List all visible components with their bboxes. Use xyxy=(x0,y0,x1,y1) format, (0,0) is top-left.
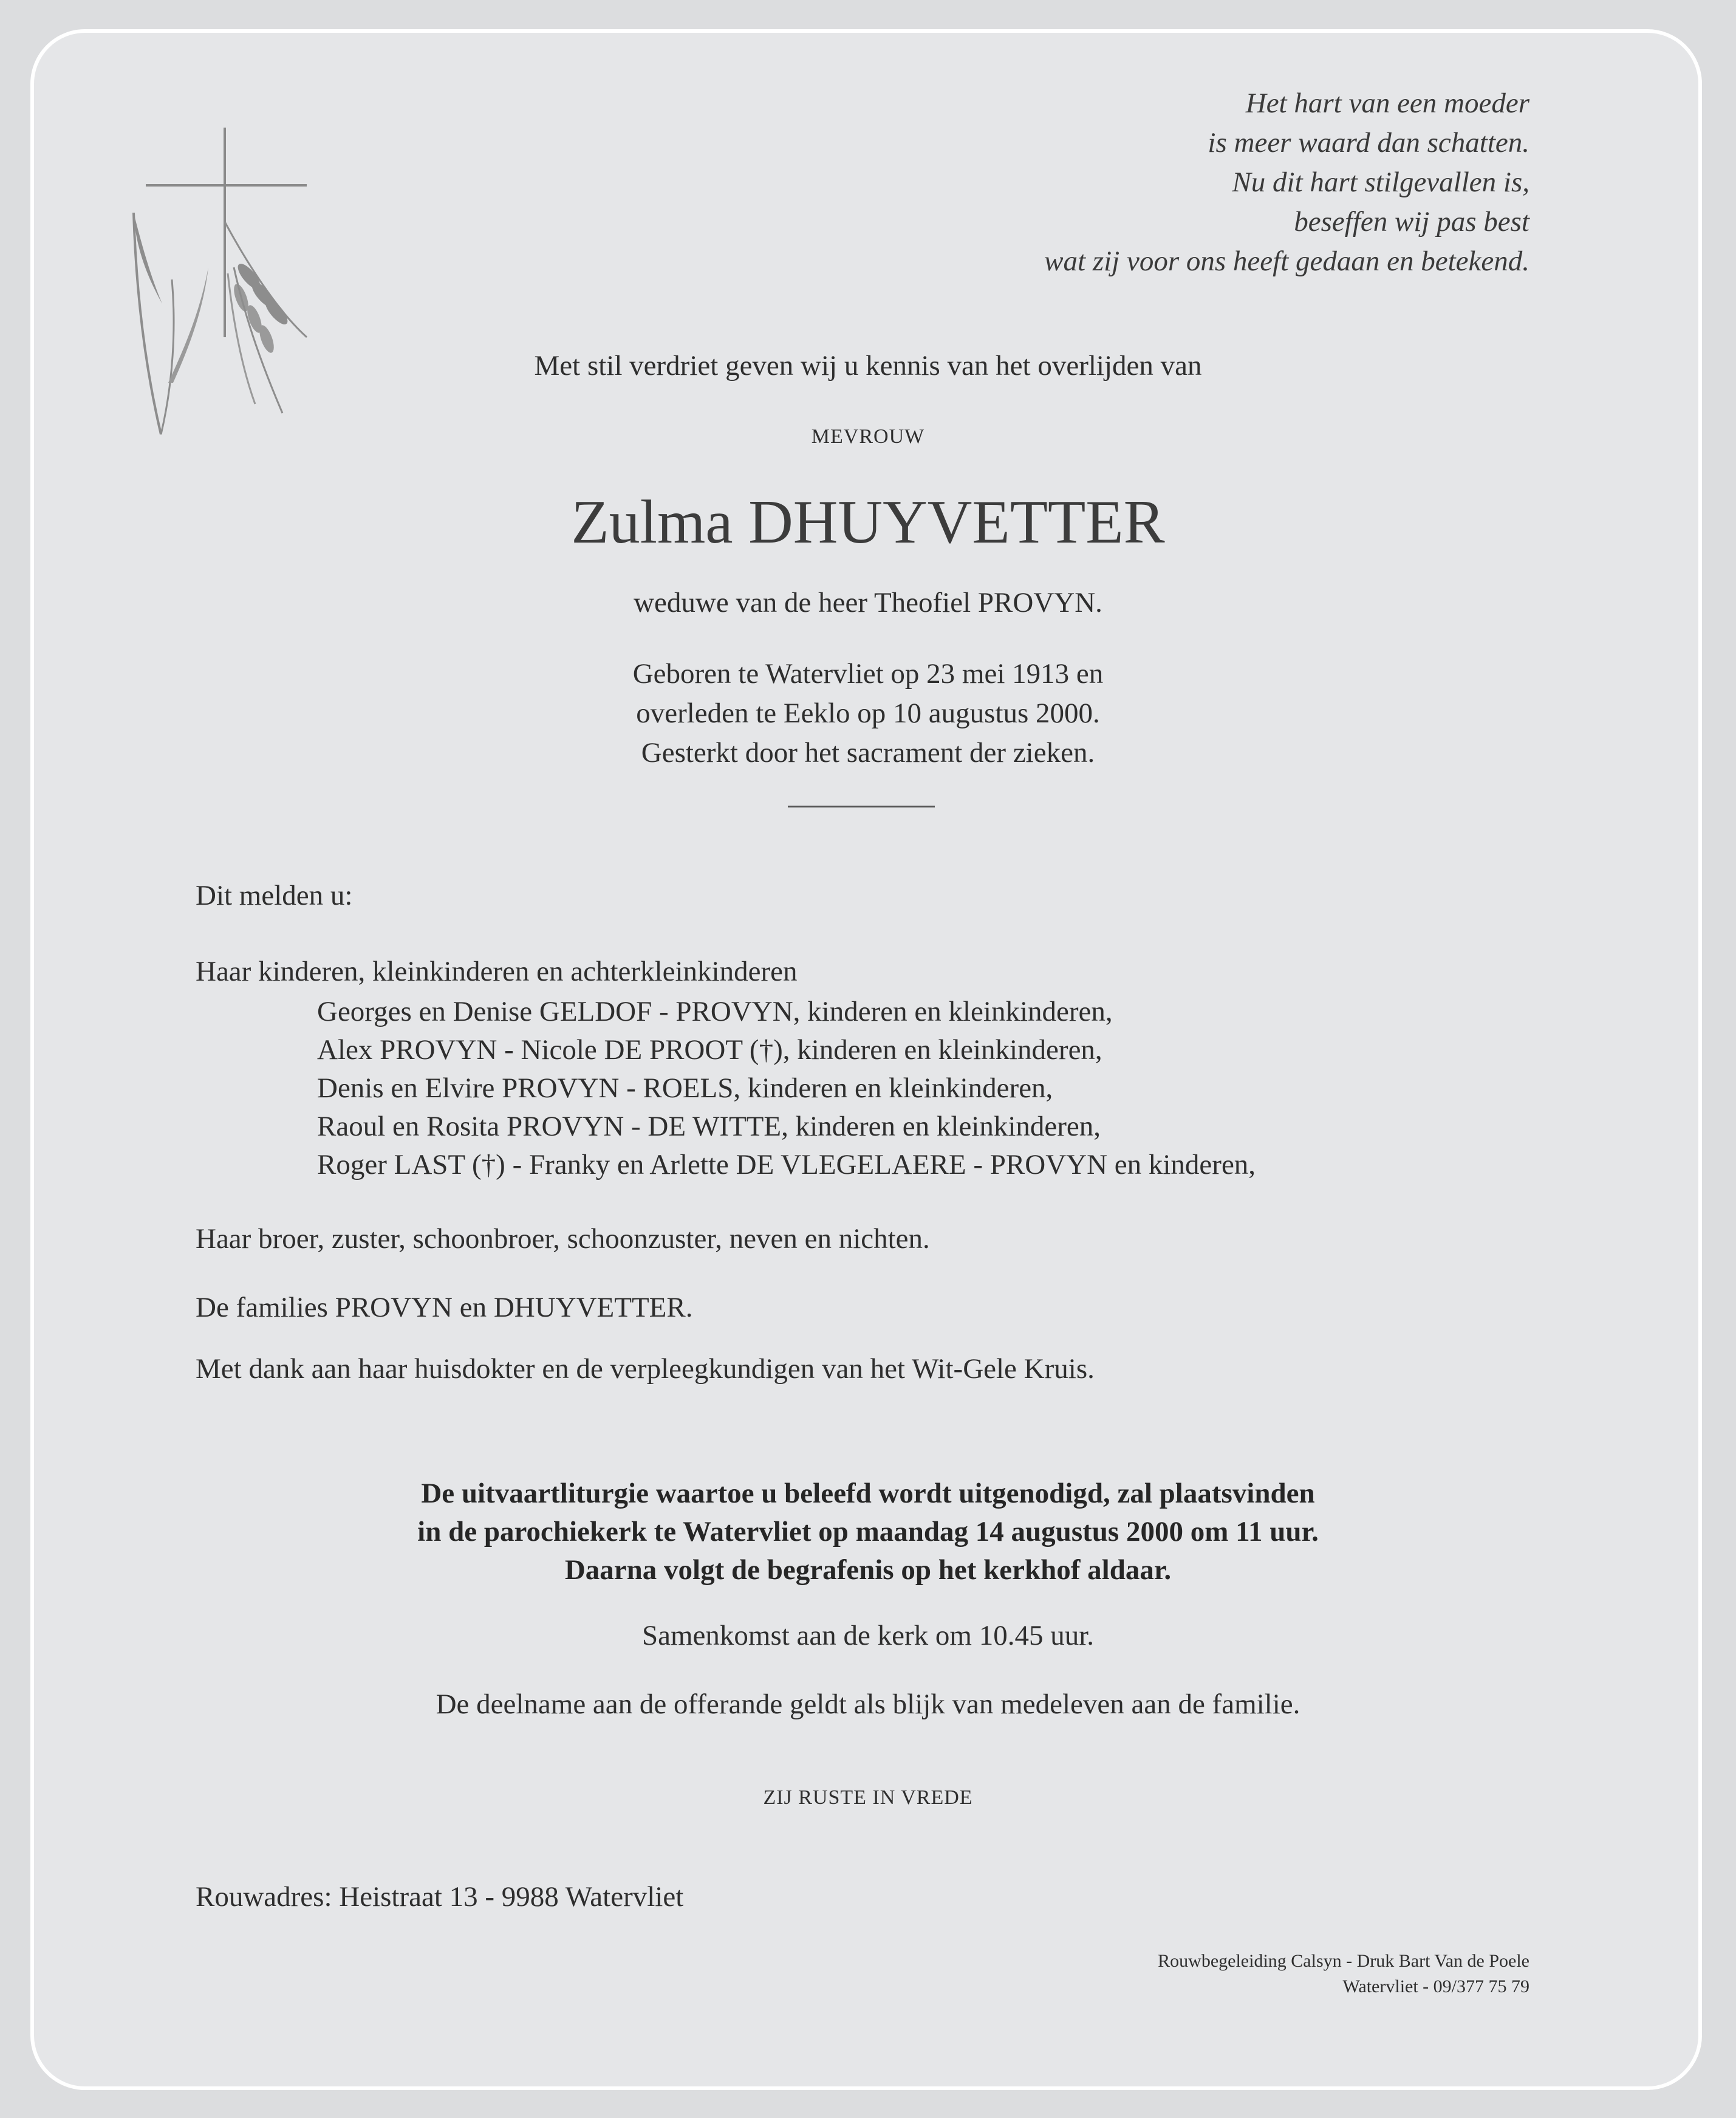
divider xyxy=(788,806,935,807)
children-heading: Haar kinderen, kleinkinderen en achterkleinkinderen xyxy=(196,956,798,987)
printer-line: Watervliet - 09/377 75 79 xyxy=(1342,1976,1529,1996)
funeral-line: De uitvaartliturgie waartoe u beleefd wordt uitgenodigd, zal plaatsvinden xyxy=(421,1478,1315,1509)
gathering: Samenkomst aan de kerk om 10.45 uur. xyxy=(641,1620,1095,1651)
printer-line: Rouwbegeleiding Calsyn - Druk Bart Van de Poele xyxy=(1158,1951,1529,1971)
dates-line: Gesterkt door het sacrament der zieken. xyxy=(641,737,1095,769)
birth-death-dates xyxy=(0,654,1736,773)
funeral-line: Daarna volgt de begrafenis op het kerkhof aldaar. xyxy=(564,1554,1172,1586)
funeral-details xyxy=(0,1475,1736,1589)
children-list xyxy=(317,993,1256,1184)
poem xyxy=(801,84,1529,281)
honorific: MEVROUW xyxy=(811,425,925,448)
funeral-line: in de parochiekerk te Watervliet op maandag 14 augustus 2000 om 11 uur. xyxy=(417,1516,1319,1547)
dates-line: Geboren te Watervliet op 23 mei 1913 en xyxy=(632,658,1104,690)
widow-of: weduwe van de heer Theofiel PROVYN. xyxy=(634,587,1102,619)
mourning-address: Rouwadres: Heistraat 13 - 9988 Watervliet xyxy=(196,1881,684,1913)
list-item: Roger LAST (†) - Franky en Arlette DE VLEGELAERE - PROVYN en kinderen, xyxy=(317,1149,1256,1181)
printer-credit xyxy=(1158,1948,1529,2000)
list-item: Raoul en Rosita PROVYN - DE WITTE, kinderen en kleinkinderen, xyxy=(317,1111,1101,1142)
poem-line: Het hart van een moeder xyxy=(1245,87,1529,119)
siblings: Haar broer, zuster, schoonbroer, schoonzuster, neven en nichten. xyxy=(196,1223,930,1255)
list-item: Denis en Elvire PROVYN - ROELS, kinderen en kleinkinderen, xyxy=(317,1072,1053,1104)
thanks: Met dank aan haar huisdokter en de verpleegkundigen van het Wit-Gele Kruis. xyxy=(196,1353,1095,1385)
deceased-name: Zulma DHUYVETTER xyxy=(571,488,1165,557)
poem-line: is meer waard dan schatten. xyxy=(1208,127,1529,159)
poem-line: wat zij voor ons heeft gedaan en betekend. xyxy=(1044,245,1529,277)
families: De families PROVYN en DHUYVETTER. xyxy=(196,1292,693,1323)
rest-in-peace: ZIJ RUSTE IN VREDE xyxy=(763,1786,973,1809)
offering: De deelname aan de offerande geldt als blijk van medeleven aan de familie. xyxy=(436,1688,1300,1720)
dates-line: overleden te Eeklo op 10 augustus 2000. xyxy=(636,697,1100,729)
list-item: Georges en Denise GELDOF - PROVYN, kinderen en kleinkinderen, xyxy=(317,996,1113,1027)
poem-line: Nu dit hart stilgevallen is, xyxy=(1232,166,1529,198)
poem-line: beseffen wij pas best xyxy=(1294,206,1529,238)
list-item: Alex PROVYN - Nicole DE PROOT (†), kinderen en kleinkinderen, xyxy=(317,1034,1102,1066)
announcement-intro: Met stil verdriet geven wij u kennis van het overlijden van xyxy=(534,350,1202,382)
cross-with-wheat-icon xyxy=(125,128,343,437)
family-intro: Dit melden u: xyxy=(196,880,353,911)
